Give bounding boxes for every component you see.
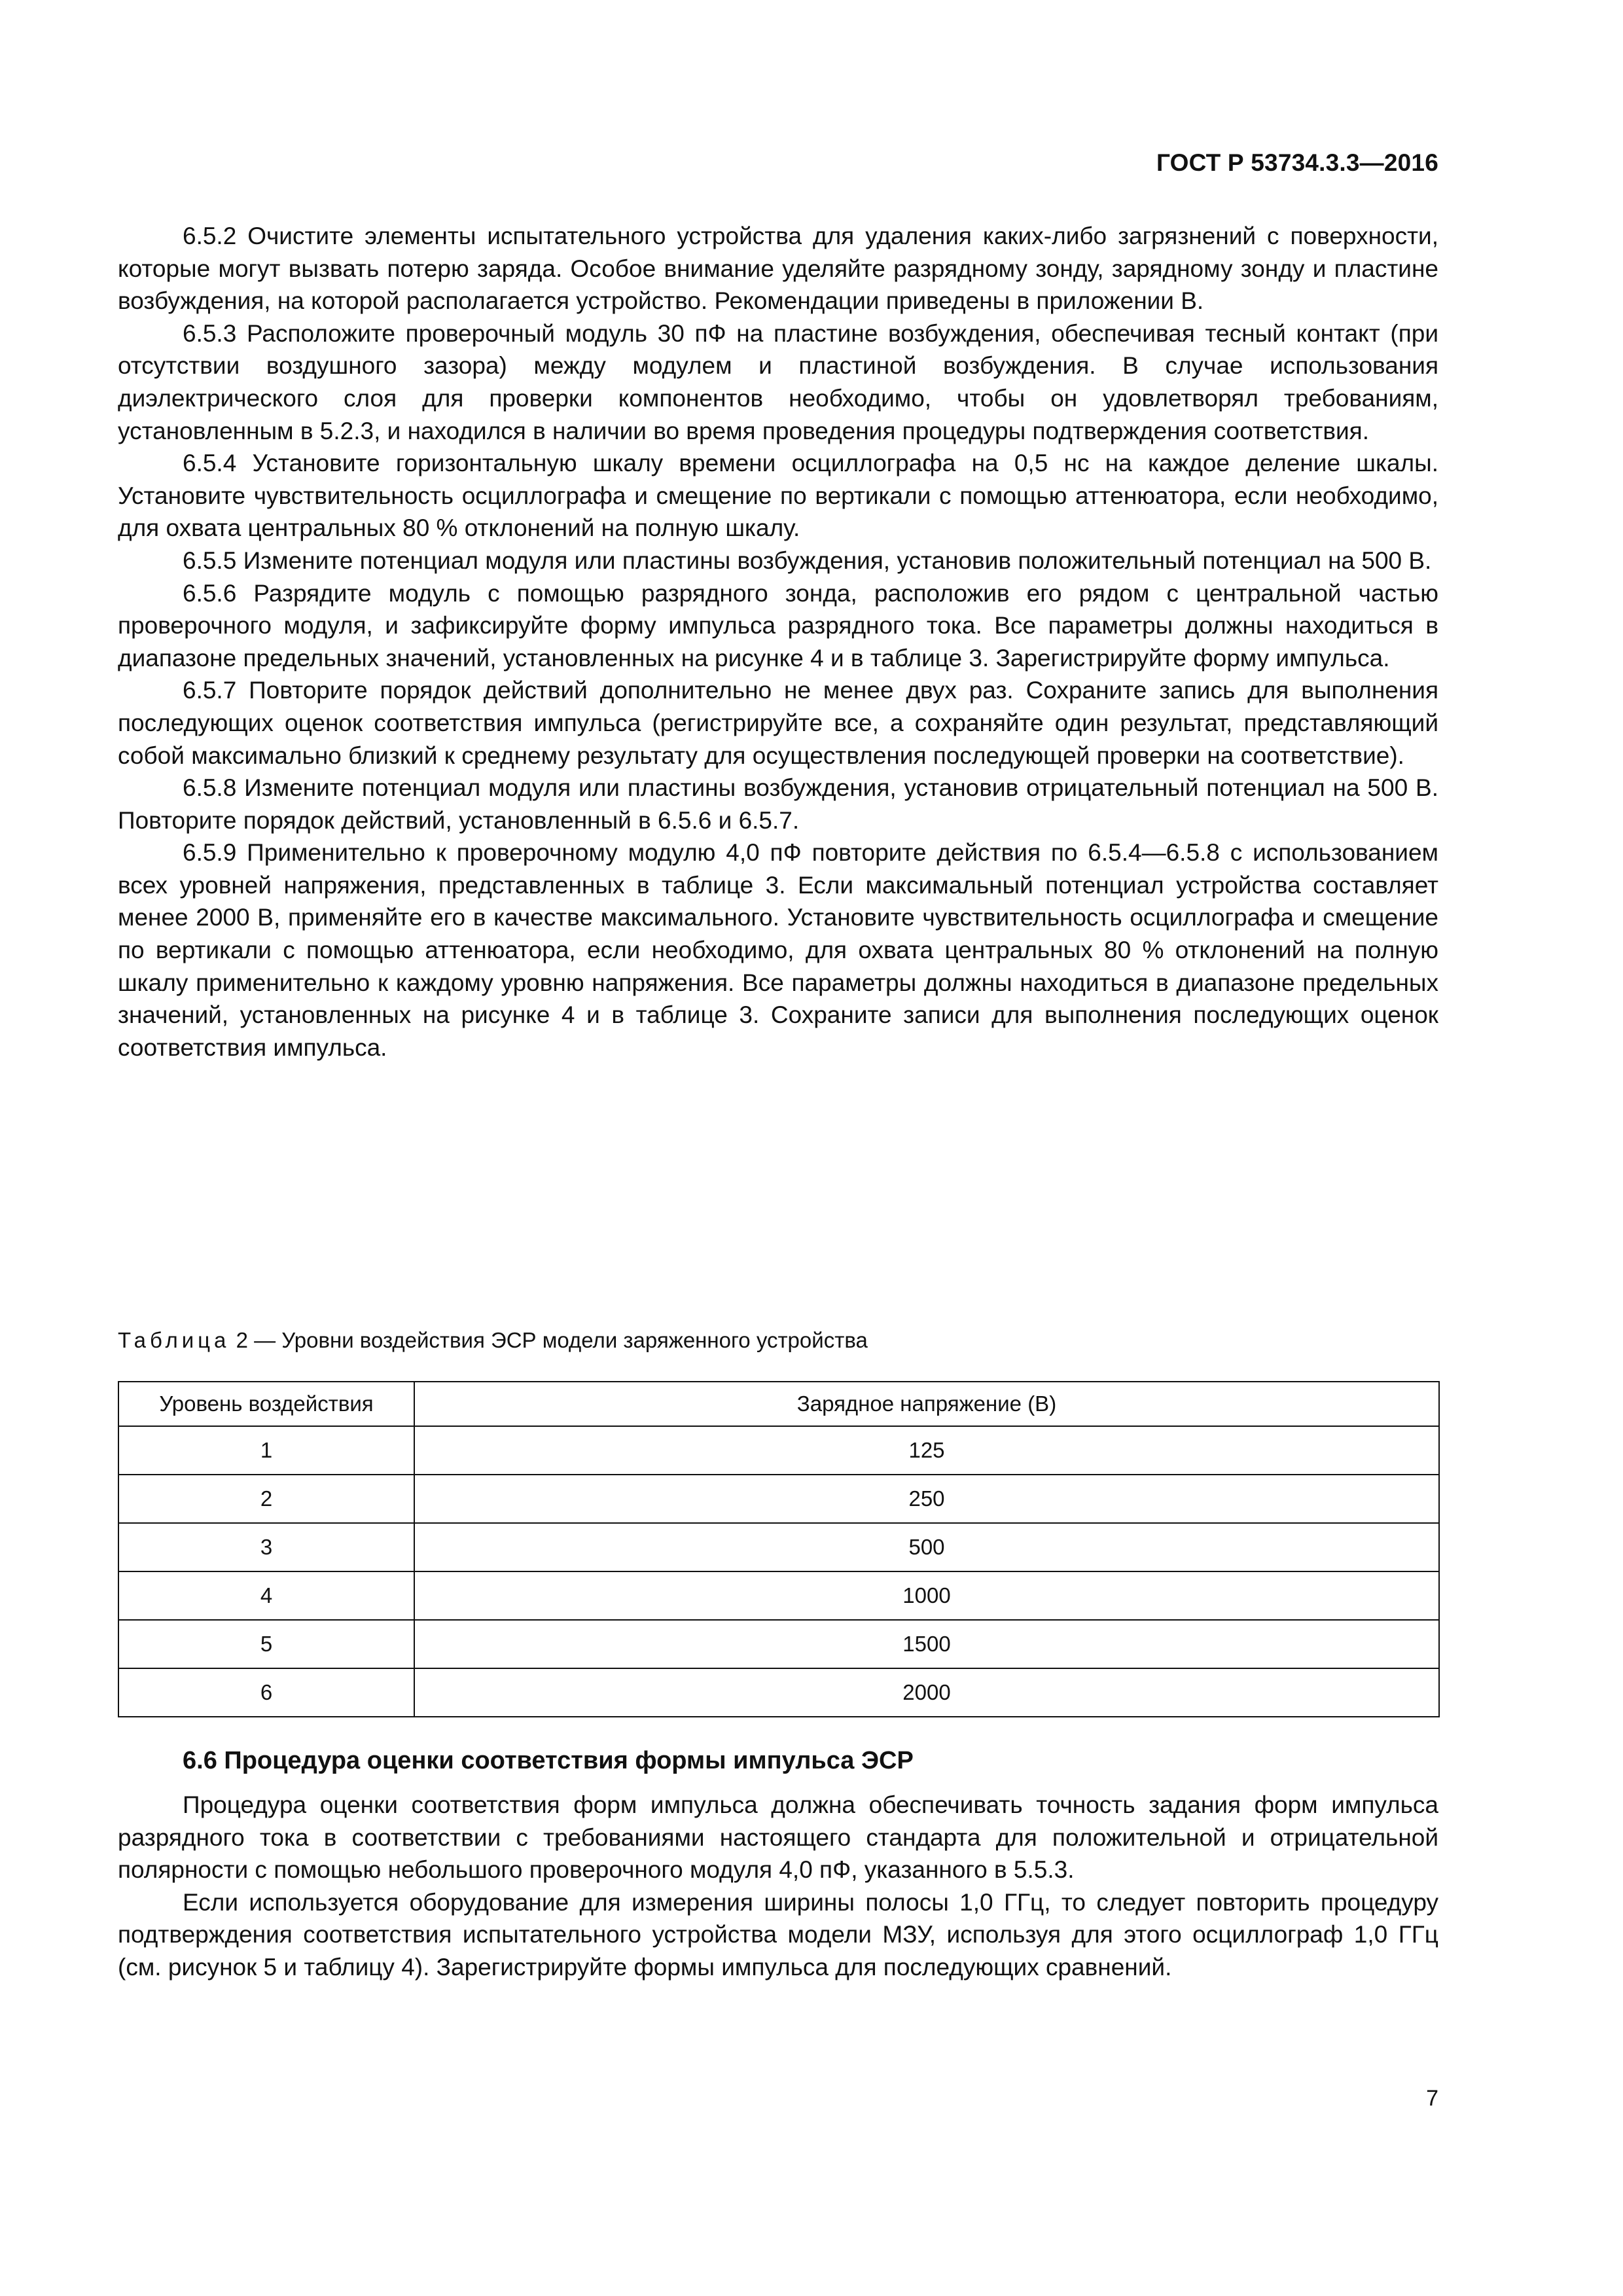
table-wrapper — [118, 1381, 1440, 1717]
main-body-text — [118, 220, 1438, 1064]
table-row — [118, 1668, 1439, 1717]
table-header-row — [118, 1382, 1439, 1426]
cell-level: 1 — [118, 1426, 414, 1475]
cell-level: 5 — [118, 1620, 414, 1668]
table-row — [118, 1523, 1439, 1571]
section-paragraph: Процедура оценки соответствия форм импульса должна обеспечивать точность задания форм импульса разрядного тока в соответствии с требованиями настоящего стандарта для положительной и отрицательной полярности с помощью небольшого проверочного модуля 4,0 пФ, указанного в 5.5.3. — [118, 1791, 1438, 1884]
cell-voltage: 1500 — [414, 1620, 1439, 1668]
table-caption-label: Таблица — [118, 1328, 230, 1352]
paragraph-6-5-2: 6.5.2 Очистите элементы испытательного устройства для удаления каких-либо загрязнений с поверхности, которые могут вызвать потерю заряда. Особое внимание уделяйте разрядному зонду, зарядному зонду и пластине возбуждения, на которой располагается устройство. Рекомендации приведены в приложении В. — [118, 223, 1438, 315]
table-caption — [118, 1326, 868, 1355]
cell-level: 2 — [118, 1475, 414, 1523]
cell-voltage: 2000 — [414, 1668, 1439, 1717]
table-row — [118, 1620, 1439, 1668]
paragraph-6-5-8: 6.5.8 Измените потенциал модуля или пластины возбуждения, установив отрицательный потенциал на 500 В. Повторите порядок действий, установленный в 6.5.6 и 6.5.7. — [118, 774, 1438, 834]
cell-voltage: 500 — [414, 1523, 1439, 1571]
cell-level: 6 — [118, 1668, 414, 1717]
paragraph-6-5-3: 6.5.3 Расположите проверочный модуль 30 пФ на пластине возбуждения, обеспечивая тесный контакт (при отсутствии воздушного зазора) между модулем и пластиной возбуждения. В случае использования диэлектрического слоя для проверки компонентов необходимо, чтобы он удовлетворял требованиям, установленным в 5.2.3, и находился в наличии во время проведения процедуры подтверждения соответствия. — [118, 319, 1438, 444]
table-row — [118, 1475, 1439, 1523]
paragraph-6-5-5: 6.5.5 Измените потенциал модуля или пластины возбуждения, установив положительный потенциал на 500 В. — [183, 547, 1432, 574]
cell-voltage: 250 — [414, 1475, 1439, 1523]
cell-level: 4 — [118, 1571, 414, 1620]
paragraph-6-5-7: 6.5.7 Повторите порядок действий дополнительно не менее двух раз. Сохраните запись для выполнения последующих оценок соответствия импульса (регистрируйте все, а сохраняйте один результат, представляющий собой максимально близкий к среднему результату для осуществления последующей проверки на соответствие). — [118, 677, 1438, 769]
section-title: 6.6 Процедура оценки соответствия формы импульса ЭСР — [183, 1747, 914, 1774]
page-number: 7 — [1426, 2086, 1438, 2111]
paragraph-6-5-9: 6.5.9 Применительно к проверочному модулю 4,0 пФ повторите действия по 6.5.4—6.5.8 с использованием всех уровней напряжения, представленных в таблице 3. Если максимальный потенциал устройства составляет менее 2000 В, применяйте его в качестве максимального. Установите чувствительность осциллографа и смещение по вертикали с помощью аттенюатора, если необходимо, для охвата центральных 80 % отклонений на полную шкалу применительно к каждому уровню напряжения. Все параметры должны находиться в диапазоне предельных значений, установленных на рисунке 4 и в таблице 3. Сохраните записи для выполнения последующих оценок соответствия импульса. — [118, 839, 1438, 1061]
header-level: Уровень воздействия — [118, 1382, 414, 1426]
cell-level: 3 — [118, 1523, 414, 1571]
table-row — [118, 1426, 1439, 1475]
table-caption-text: 2 — Уровни воздействия ЭСР модели заряженного устройства — [236, 1328, 868, 1352]
cell-voltage: 125 — [414, 1426, 1439, 1475]
header-voltage: Зарядное напряжение (В) — [414, 1382, 1439, 1426]
document-header: ГОСТ Р 53734.3.3—2016 — [1156, 149, 1438, 176]
paragraph-6-5-6: 6.5.6 Разрядите модуль с помощью разрядного зонда, расположив его рядом с центральной частью проверочного модуля, и зафиксируйте форму импульса разрядного тока. Все параметры должны находиться в диапазоне предельных значений, установленных на рисунке 4 и в таблице 3. Зарегистрируйте форму импульса. — [118, 579, 1438, 672]
paragraph-6-5-4: 6.5.4 Установите горизонтальную шкалу времени осциллографа на 0,5 нс на каждое деление шкалы. Установите чувствительность осциллографа и смещение по вертикали с помощью аттенюатора, если необходимо, для охвата центральных 80 % отклонений на полную шкалу. — [118, 450, 1438, 542]
exposure-levels-table — [118, 1381, 1440, 1717]
table-row — [118, 1571, 1439, 1620]
section-paragraph: Если используется оборудование для измерения ширины полосы 1,0 ГГц, то следует повторить процедуру подтверждения соответствия испытательного устройства модели МЗУ, используя для этого осциллограф 1,0 ГГц (см. рисунок 5 и таблицу 4). Зарегистрируйте формы импульса для последующих сравнений. — [118, 1888, 1438, 1981]
cell-voltage: 1000 — [414, 1571, 1439, 1620]
section-6-6 — [118, 1744, 1438, 1984]
